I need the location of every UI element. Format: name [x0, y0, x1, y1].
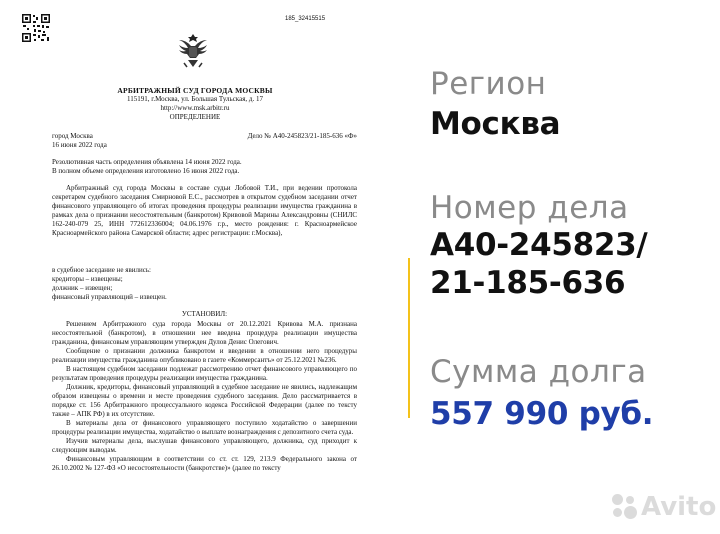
announcement: [52, 158, 357, 176]
body-text: [52, 320, 357, 473]
attendance-block: [52, 266, 357, 302]
case-number-label: Номер дела: [430, 190, 629, 226]
region-value: Москва: [430, 106, 561, 142]
city: город Москва: [52, 132, 93, 140]
intro-text: Арбитражный суд города Москвы в составе судьи Лобовой Т.И., при ведении протокола секретарем судебного заседания Смирновой Е.С., рассмотрев в открытом судебном заседании отчет финансового управляющего об итогах проведения процедуры реализации имущества гражданина в рамках дела о признании несостоятельным (банкротом) Кривовой Марины Александровны (СНИЛС 162-240-079 25, ИНН 772612336004; 04.06.1976 г.р., место рождения: г. Красноармейское Красноармейского района Самарской области; адрес регистрации: г.Москва),: [52, 184, 357, 237]
intro-paragraph: [52, 184, 357, 238]
coat-of-arms-icon: [176, 30, 210, 70]
court-address: 115191, г.Москва, ул. Большая Тульская, д. 17: [127, 95, 263, 103]
watermark-text: Avito: [641, 492, 717, 522]
body-paragraph: Изучив материалы дела, выслушав финансового управляющего, должника, суд приходит к следующим выводам.: [52, 437, 357, 454]
case-number-line: А40-245823/: [430, 227, 648, 263]
attendance-line: финансовый управляющий – извещен.: [52, 293, 167, 301]
case-reference: Дело № А40-245823/21-185-636 «Ф»: [247, 132, 357, 140]
avito-logo-icon: [612, 494, 638, 520]
body-paragraph: В материалы дела от финансового управляющего поступило ходатайство о завершении процедуры реализации имущества, ходатайство о выплате вознаграждения с депозитного счета суда.: [52, 419, 357, 436]
debt-value: 557 990 руб.: [430, 396, 654, 432]
court-name: АРБИТРАЖНЫЙ СУД ГОРОДА МОСКВЫ: [117, 86, 273, 95]
debt-label: Сумма долга: [430, 354, 647, 390]
court-header: [100, 86, 290, 122]
attendance-line: кредиторы – извещены;: [52, 275, 123, 283]
region-label: Регион: [430, 66, 547, 102]
court-website: http://www.msk.arbitr.ru: [160, 104, 230, 112]
document-type: ОПРЕДЕЛЕНИЕ: [169, 113, 221, 121]
announcement-line: Резолютивная часть определения объявлена 14 июня 2022 года.: [52, 158, 242, 166]
body-paragraph: Сообщение о признании должника банкротом и введении в отношении него процедуры реализации имущества гражданина опубликовано в газете «Коммерсантъ» от 25.12.2021 №236.: [52, 347, 357, 364]
case-number-value: [430, 226, 647, 302]
avito-watermark: [612, 492, 716, 522]
qr-code-icon: [21, 13, 51, 43]
body-paragraph: В настоящем судебном заседании подлежат рассмотрению отчет финансового управляющего по результатам проведения процедуры реализации имущества гражданина.: [52, 365, 357, 382]
body-paragraph: Решением Арбитражного суда города Москвы от 20.12.2021 Кривова М.А. признана несостоятельной (банкротом), в отношении нее введена процедура реализации имущества гражданина, финансовым управляющим утвержден Дулов Денис Олегович.: [52, 320, 357, 346]
announcement-line: В полном объеме определения изготовлено 16 июня 2022 года.: [52, 167, 240, 175]
document-date: 16 июня 2022 года: [52, 141, 107, 149]
attendance-line: должник – извещен;: [52, 284, 113, 292]
attendance-line: в судебное заседание не явились:: [52, 266, 152, 274]
document-id: 185_32415515: [285, 16, 326, 22]
body-paragraph: Должник, кредиторы, финансовый управляющий в судебное заседание не явились, надлежащим образом извещены о времени и месте проведения судебного заседания. Дело рассматривается в порядке ст. 156 Арбитражного процессуального кодекса Российской Федерации (далее по тексту также – АПК РФ) в их отсутствие.: [52, 383, 357, 418]
case-number-line: 21-185-636: [430, 265, 626, 301]
accent-bar: [408, 258, 410, 418]
established-heading: УСТАНОВИЛ:: [181, 310, 228, 318]
body-paragraph: Финансовым управляющим в соответствии со ст. ст. 129, 213.9 Федерального закона от 26.10.2002 № 127-ФЗ «О несостоятельности (банкротстве)» (далее по тексту: [52, 455, 357, 472]
info-panel: [408, 0, 720, 534]
city-case-row: [52, 132, 357, 140]
